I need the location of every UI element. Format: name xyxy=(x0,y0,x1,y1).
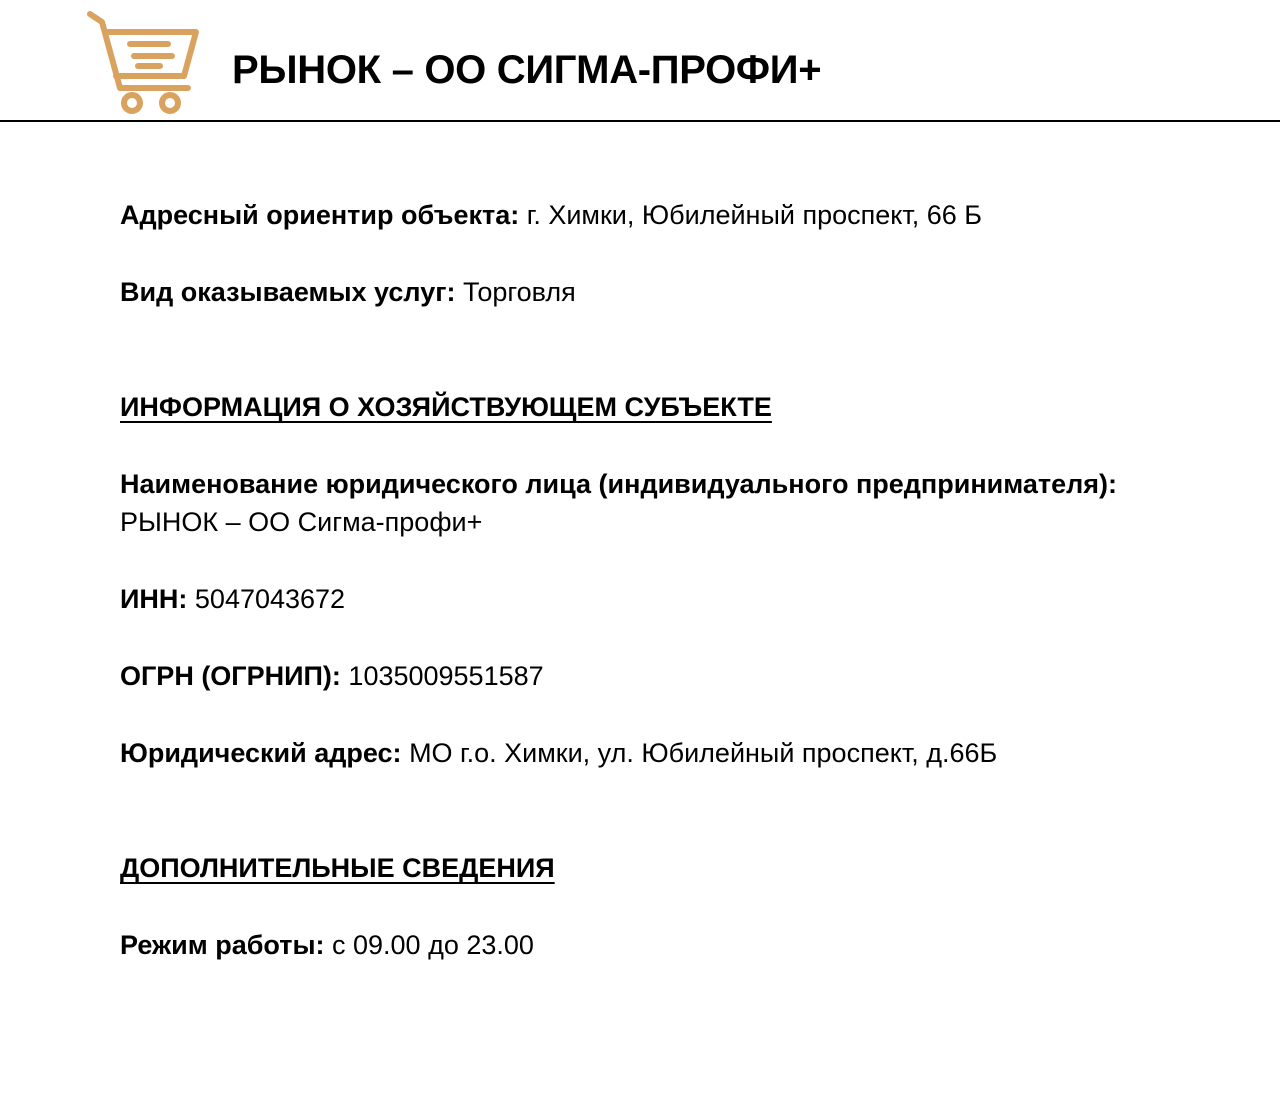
entity-name-label: Наименование юридического лица (индивидуального предпринимателя): xyxy=(120,469,1117,499)
additional-section-heading: ДОПОЛНИТЕЛЬНЫЕ СВЕДЕНИЯ xyxy=(120,853,555,883)
object-address-value: г. Химки, Юбилейный проспект, 66 Б xyxy=(519,200,982,230)
ogrn-value: 1035009551587 xyxy=(340,661,544,691)
entity-name-row xyxy=(120,465,1117,503)
working-hours-label: Режим работы: xyxy=(120,930,325,960)
legal-address-value: МО г.о. Химки, ул. Юбилейный проспект, д.66Б xyxy=(401,738,998,768)
services-label: Вид оказываемых услуг: xyxy=(120,277,456,307)
ogrn-row xyxy=(120,657,544,695)
object-address-row xyxy=(120,196,982,234)
services-row xyxy=(120,273,576,311)
inn-value: 5047043672 xyxy=(187,584,346,614)
shopping-cart-icon xyxy=(84,8,204,116)
working-hours-value: с 09.00 до 23.00 xyxy=(324,930,534,960)
entity-name-value: РЫНОК – ОО Сигма-профи+ xyxy=(120,507,483,537)
legal-address-label: Юридический адрес: xyxy=(120,738,402,768)
services-value: Торговля xyxy=(455,277,576,307)
working-hours-row xyxy=(120,926,534,964)
inn-row xyxy=(120,580,345,618)
legal-address-row xyxy=(120,734,997,772)
page-header xyxy=(0,0,1280,122)
entity-section-heading: ИНФОРМАЦИЯ О ХОЗЯЙСТВУЮЩЕМ СУБЪЕКТЕ xyxy=(120,392,772,422)
page-title: РЫНОК – ОО СИГМА-ПРОФИ+ xyxy=(232,48,822,92)
object-address-label: Адресный ориентир объекта: xyxy=(120,200,520,230)
inn-label: ИНН: xyxy=(120,584,188,614)
ogrn-label: ОГРН (ОГРНИП): xyxy=(120,661,341,691)
